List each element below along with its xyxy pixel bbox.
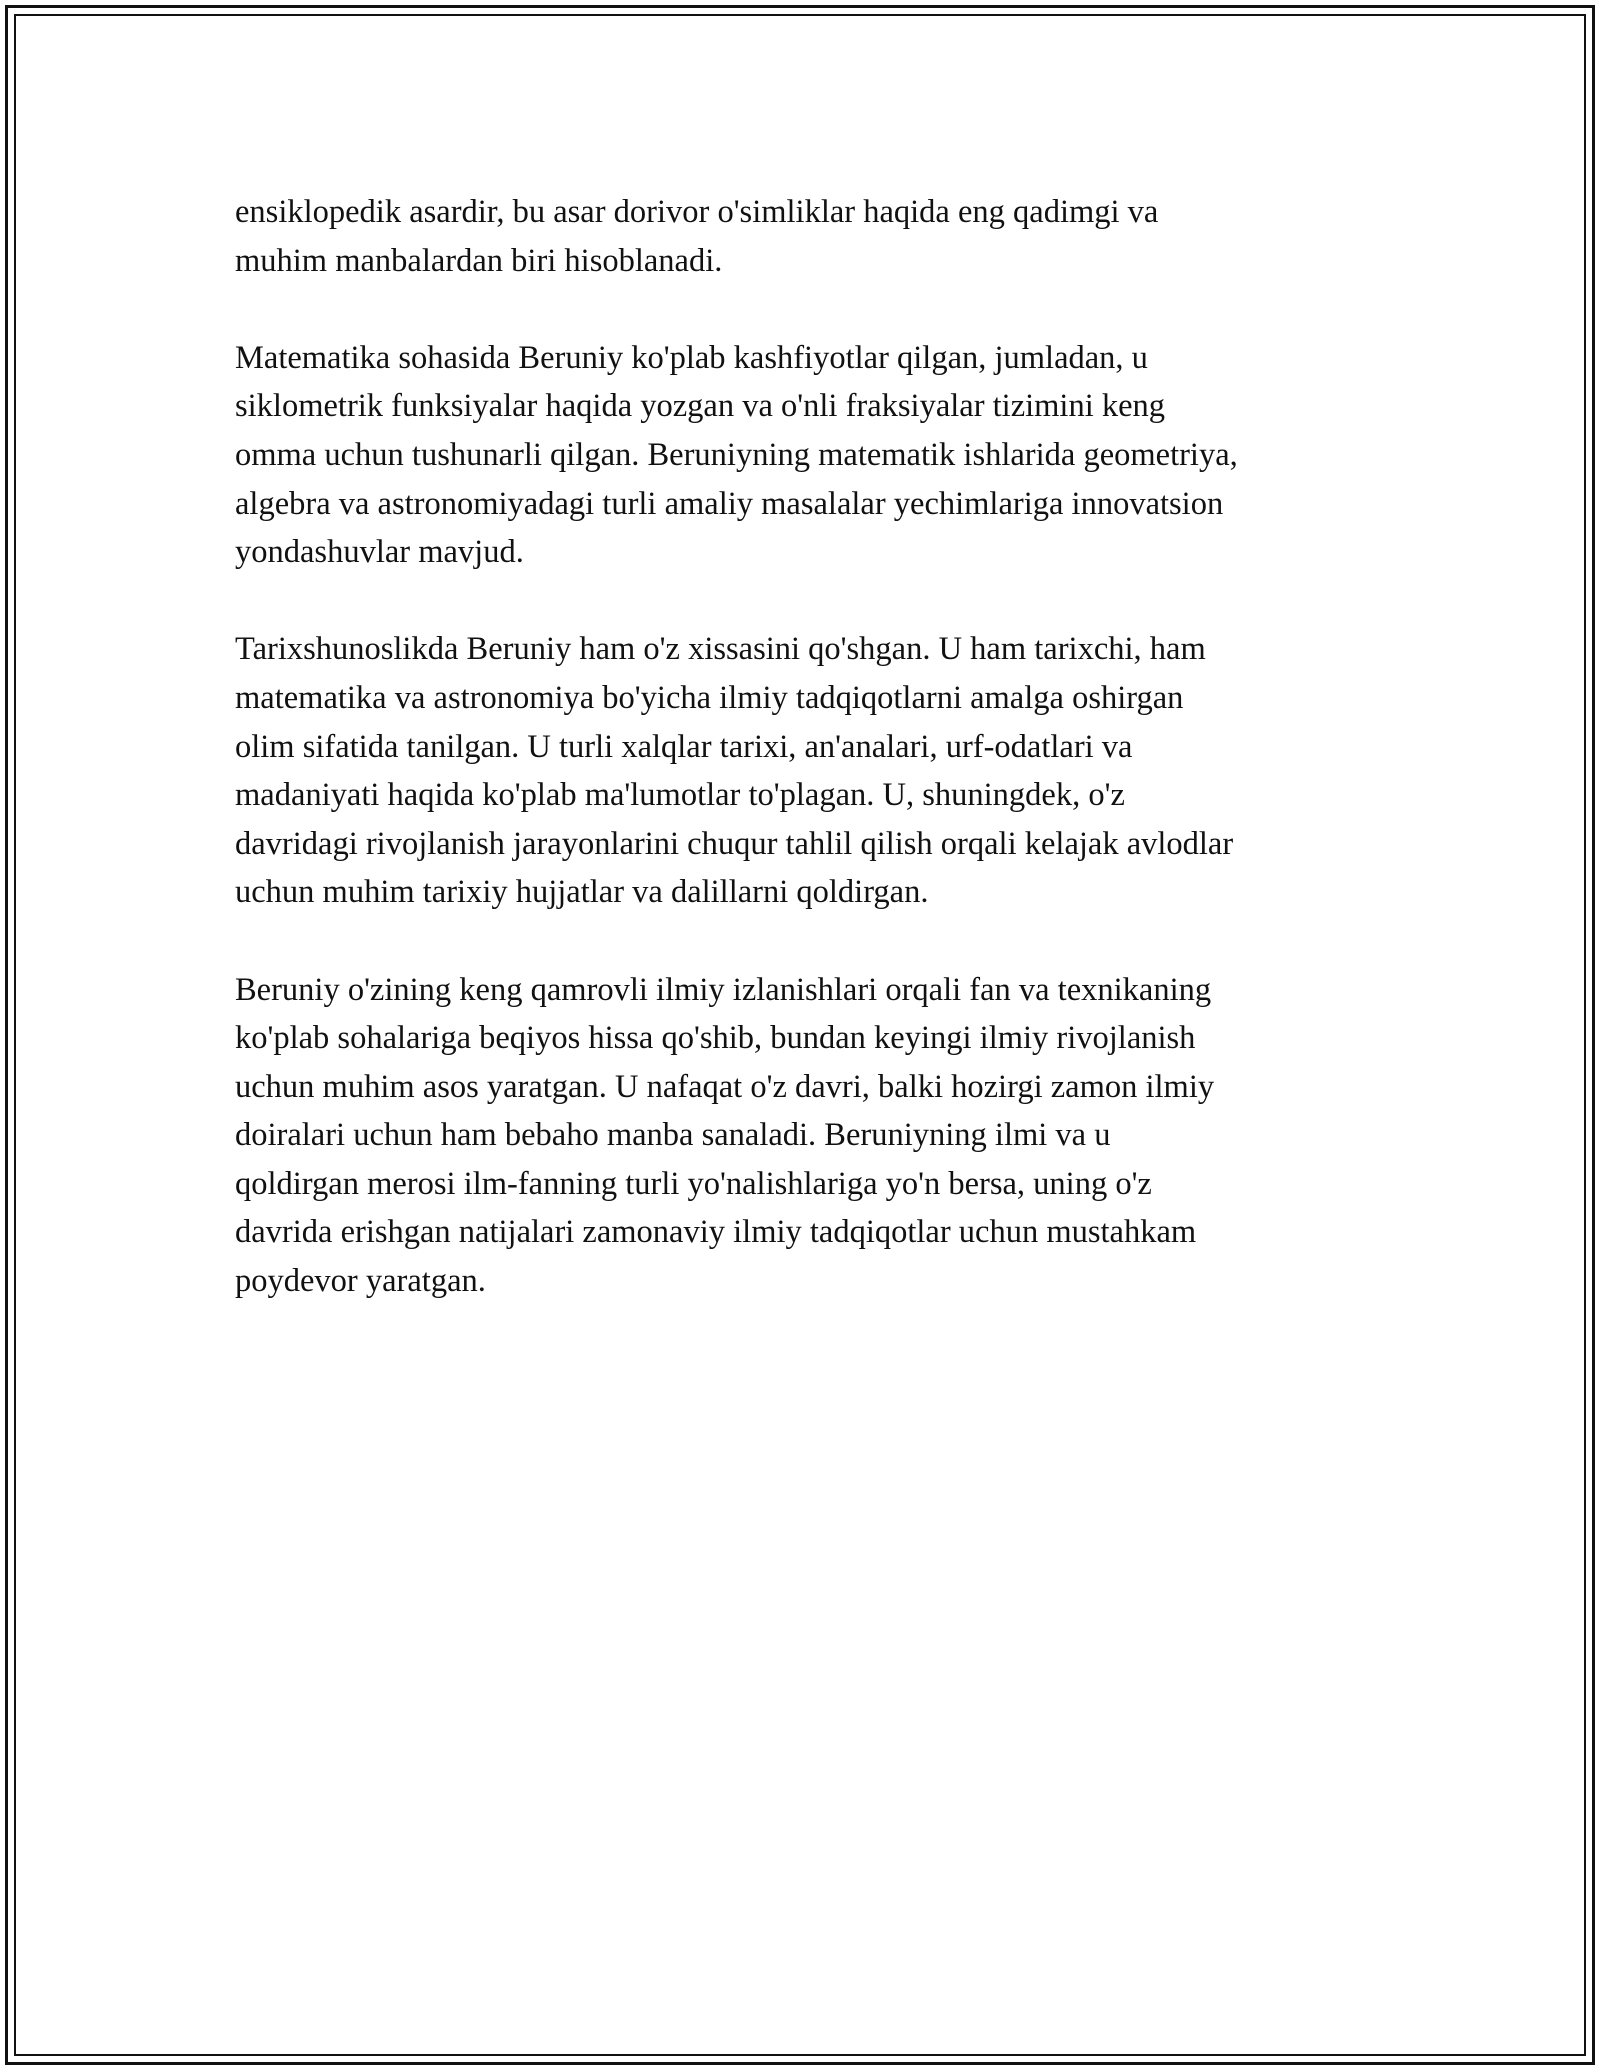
text-line: madaniyati haqida ko'plab ma'lumotlar to'plagan. U, shuningdek, o'z [235, 777, 1125, 814]
text-line: doiralari uchun ham bebaho manba sanaladi. Beruniyning ilmi va u [235, 1117, 1111, 1154]
text-line: qoldirgan merosi ilm-fanning turli yo'nalishlariga yo'n bersa, uning o'z [235, 1165, 1152, 1202]
paragraph-1 [235, 188, 1375, 285]
document-body [235, 188, 1375, 1354]
text-line: poydevor yaratgan. [235, 1263, 486, 1300]
paragraph-2 [235, 334, 1375, 577]
paragraph-3 [235, 625, 1375, 917]
paragraph-4 [235, 966, 1375, 1306]
text-line: muhim manbalardan biri hisoblanadi. [235, 242, 723, 279]
text-line: Matematika sohasida Beruniy ko'plab kashfiyotlar qilgan, jumladan, u [235, 339, 1148, 376]
text-line: Beruniy o'zining keng qamrovli ilmiy izlanishlari orqali fan va texnikaning [235, 971, 1212, 1008]
text-line: ko'plab sohalariga beqiyos hissa qo'shib, bundan keyingi ilmiy rivojlanish [235, 1020, 1196, 1057]
text-line: yondashuvlar mavjud. [235, 534, 524, 571]
text-line: Tarixshunoslikda Beruniy ham o'z xissasini qo'shgan. U ham tarixchi, ham [235, 631, 1206, 668]
text-line: olim sifatida tanilgan. U turli xalqlar tarixi, an'analari, urf-odatlari va [235, 728, 1133, 765]
text-line: ensiklopedik asardir, bu asar dorivor o'simliklar haqida eng qadimgi va [235, 194, 1159, 230]
text-line: davridagi rivojlanish jarayonlarini chuqur tahlil qilish orqali kelajak avlodlar [235, 825, 1234, 862]
text-line: uchun muhim tarixiy hujjatlar va dalillarni qoldirgan. [235, 874, 929, 911]
text-line: algebra va astronomiyadagi turli amaliy masalalar yechimlariga innovatsion [235, 485, 1224, 522]
text-line: uchun muhim asos yaratgan. U nafaqat o'z davri, balki hozirgi zamon ilmiy [235, 1068, 1215, 1105]
text-line: siklometrik funksiyalar haqida yozgan va o'nli fraksiyalar tizimini keng [235, 388, 1166, 425]
text-line: matematika va astronomiya bo'yicha ilmiy tadqiqotlarni amalga oshirgan [235, 679, 1184, 716]
text-line: davrida erishgan natijalari zamonaviy ilmiy tadqiqotlar uchun mustahkam [235, 1214, 1197, 1251]
text-line: omma uchun tushunarli qilgan. Beruniyning matematik ishlarida geometriya, [235, 436, 1238, 473]
